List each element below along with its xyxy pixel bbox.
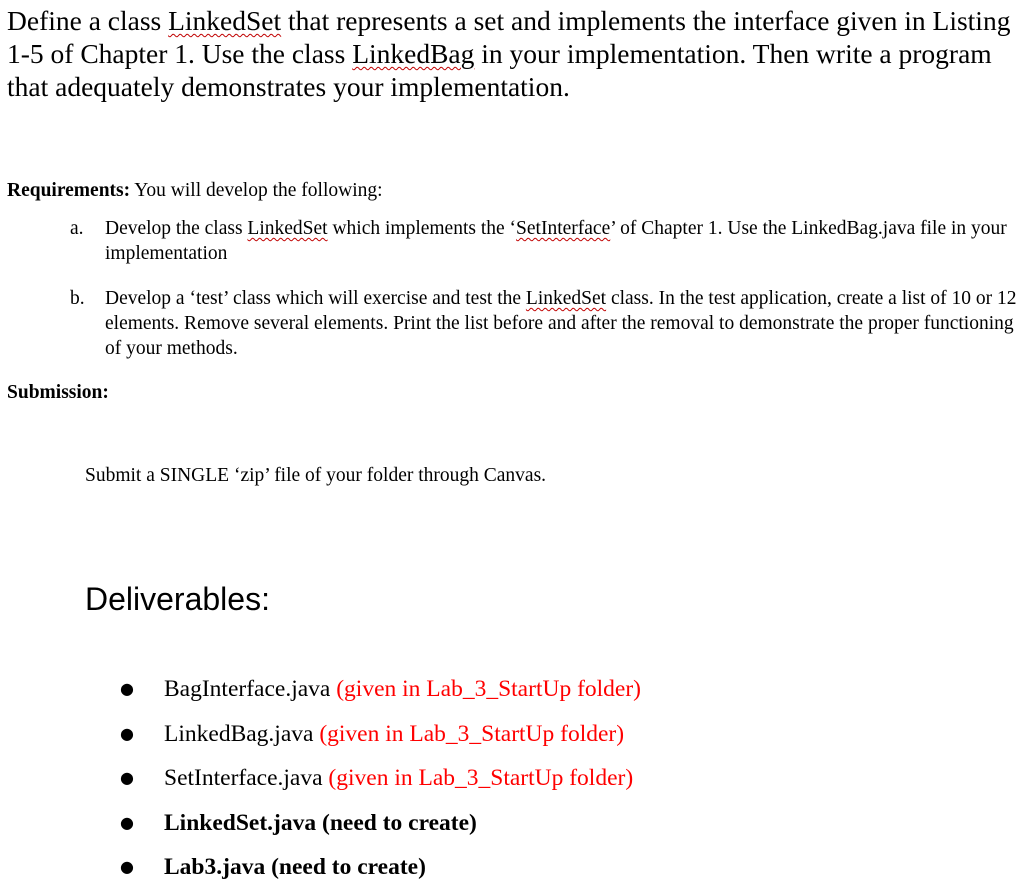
submission-heading: Submission: [7, 382, 109, 403]
list-item [120, 717, 641, 762]
requirements-label: Requirements: [7, 180, 131, 201]
list-item [120, 672, 641, 717]
assignment-intro [7, 4, 1017, 103]
bullet-icon: ● [120, 812, 134, 832]
list-item [120, 761, 641, 806]
requirement-fragment: class. In the test application, create a list of 10 or 12 elements. Remove several elements. Print the list before and after the removal to demonstrate the proper functioning of your methods. [105, 288, 1017, 359]
deliverables-heading: Deliverables: [85, 581, 270, 617]
requirements-heading [7, 179, 383, 203]
deliverables-list [120, 672, 641, 895]
intro-text: that represents a set and implements the interface given in Listing 1-5 of Chapter 1. Use the class [7, 5, 1011, 69]
linkedset-term: LinkedSet [247, 218, 328, 239]
requirement-text [105, 286, 1020, 361]
intro-text: Define a class [7, 5, 169, 36]
deliverable-note: (given in Lab_3_StartUp folder) [336, 676, 641, 702]
deliverable-note: (given in Lab_3_StartUp folder) [328, 765, 634, 791]
requirement-fragment: ’ of Chapter 1. Use the LinkedBag.java file in your implementation [105, 218, 1007, 264]
linkedset-term: LinkedSet [525, 288, 607, 309]
list-marker: b. [70, 288, 85, 309]
bullet-icon: ● [120, 857, 134, 876]
requirement-fragment: Develop a ‘test’ class which will exercise and test the [105, 288, 526, 309]
list-item [120, 806, 641, 851]
setinterface-term: SetInterface [516, 218, 611, 239]
list-item [120, 850, 641, 895]
requirements-lead: You will develop the following: [130, 180, 383, 201]
requirement-text [105, 216, 1020, 266]
linkedbag-term: LinkedBag [352, 38, 475, 69]
requirement-fragment: which implements the ‘ [327, 218, 517, 239]
deliverable-file: Lab3.java (need to create) [164, 854, 426, 880]
deliverable-note: (given in Lab_3_StartUp folder) [319, 720, 625, 747]
deliverable-file: SetInterface.java [164, 765, 329, 791]
bullet-icon: ● [120, 723, 134, 743]
list-marker: a. [70, 218, 84, 239]
bullet-icon: ● [120, 768, 134, 787]
requirement-item-b [70, 286, 1020, 364]
requirement-fragment: Develop the class [105, 218, 248, 239]
deliverable-file: LinkedSet.java (need to create) [164, 809, 477, 836]
bullet-icon: ● [120, 679, 134, 698]
deliverable-file: BagInterface.java [164, 676, 337, 702]
linkedset-term: LinkedSet [168, 5, 282, 36]
deliverable-file: LinkedBag.java [164, 720, 320, 747]
requirement-item-a [70, 216, 1020, 268]
submission-text: Submit a SINGLE ‘zip’ file of your folder through Canvas. [85, 465, 547, 486]
intro-text: in your implementation. Then write a program that adequately demonstrates your implementation. [7, 38, 992, 102]
